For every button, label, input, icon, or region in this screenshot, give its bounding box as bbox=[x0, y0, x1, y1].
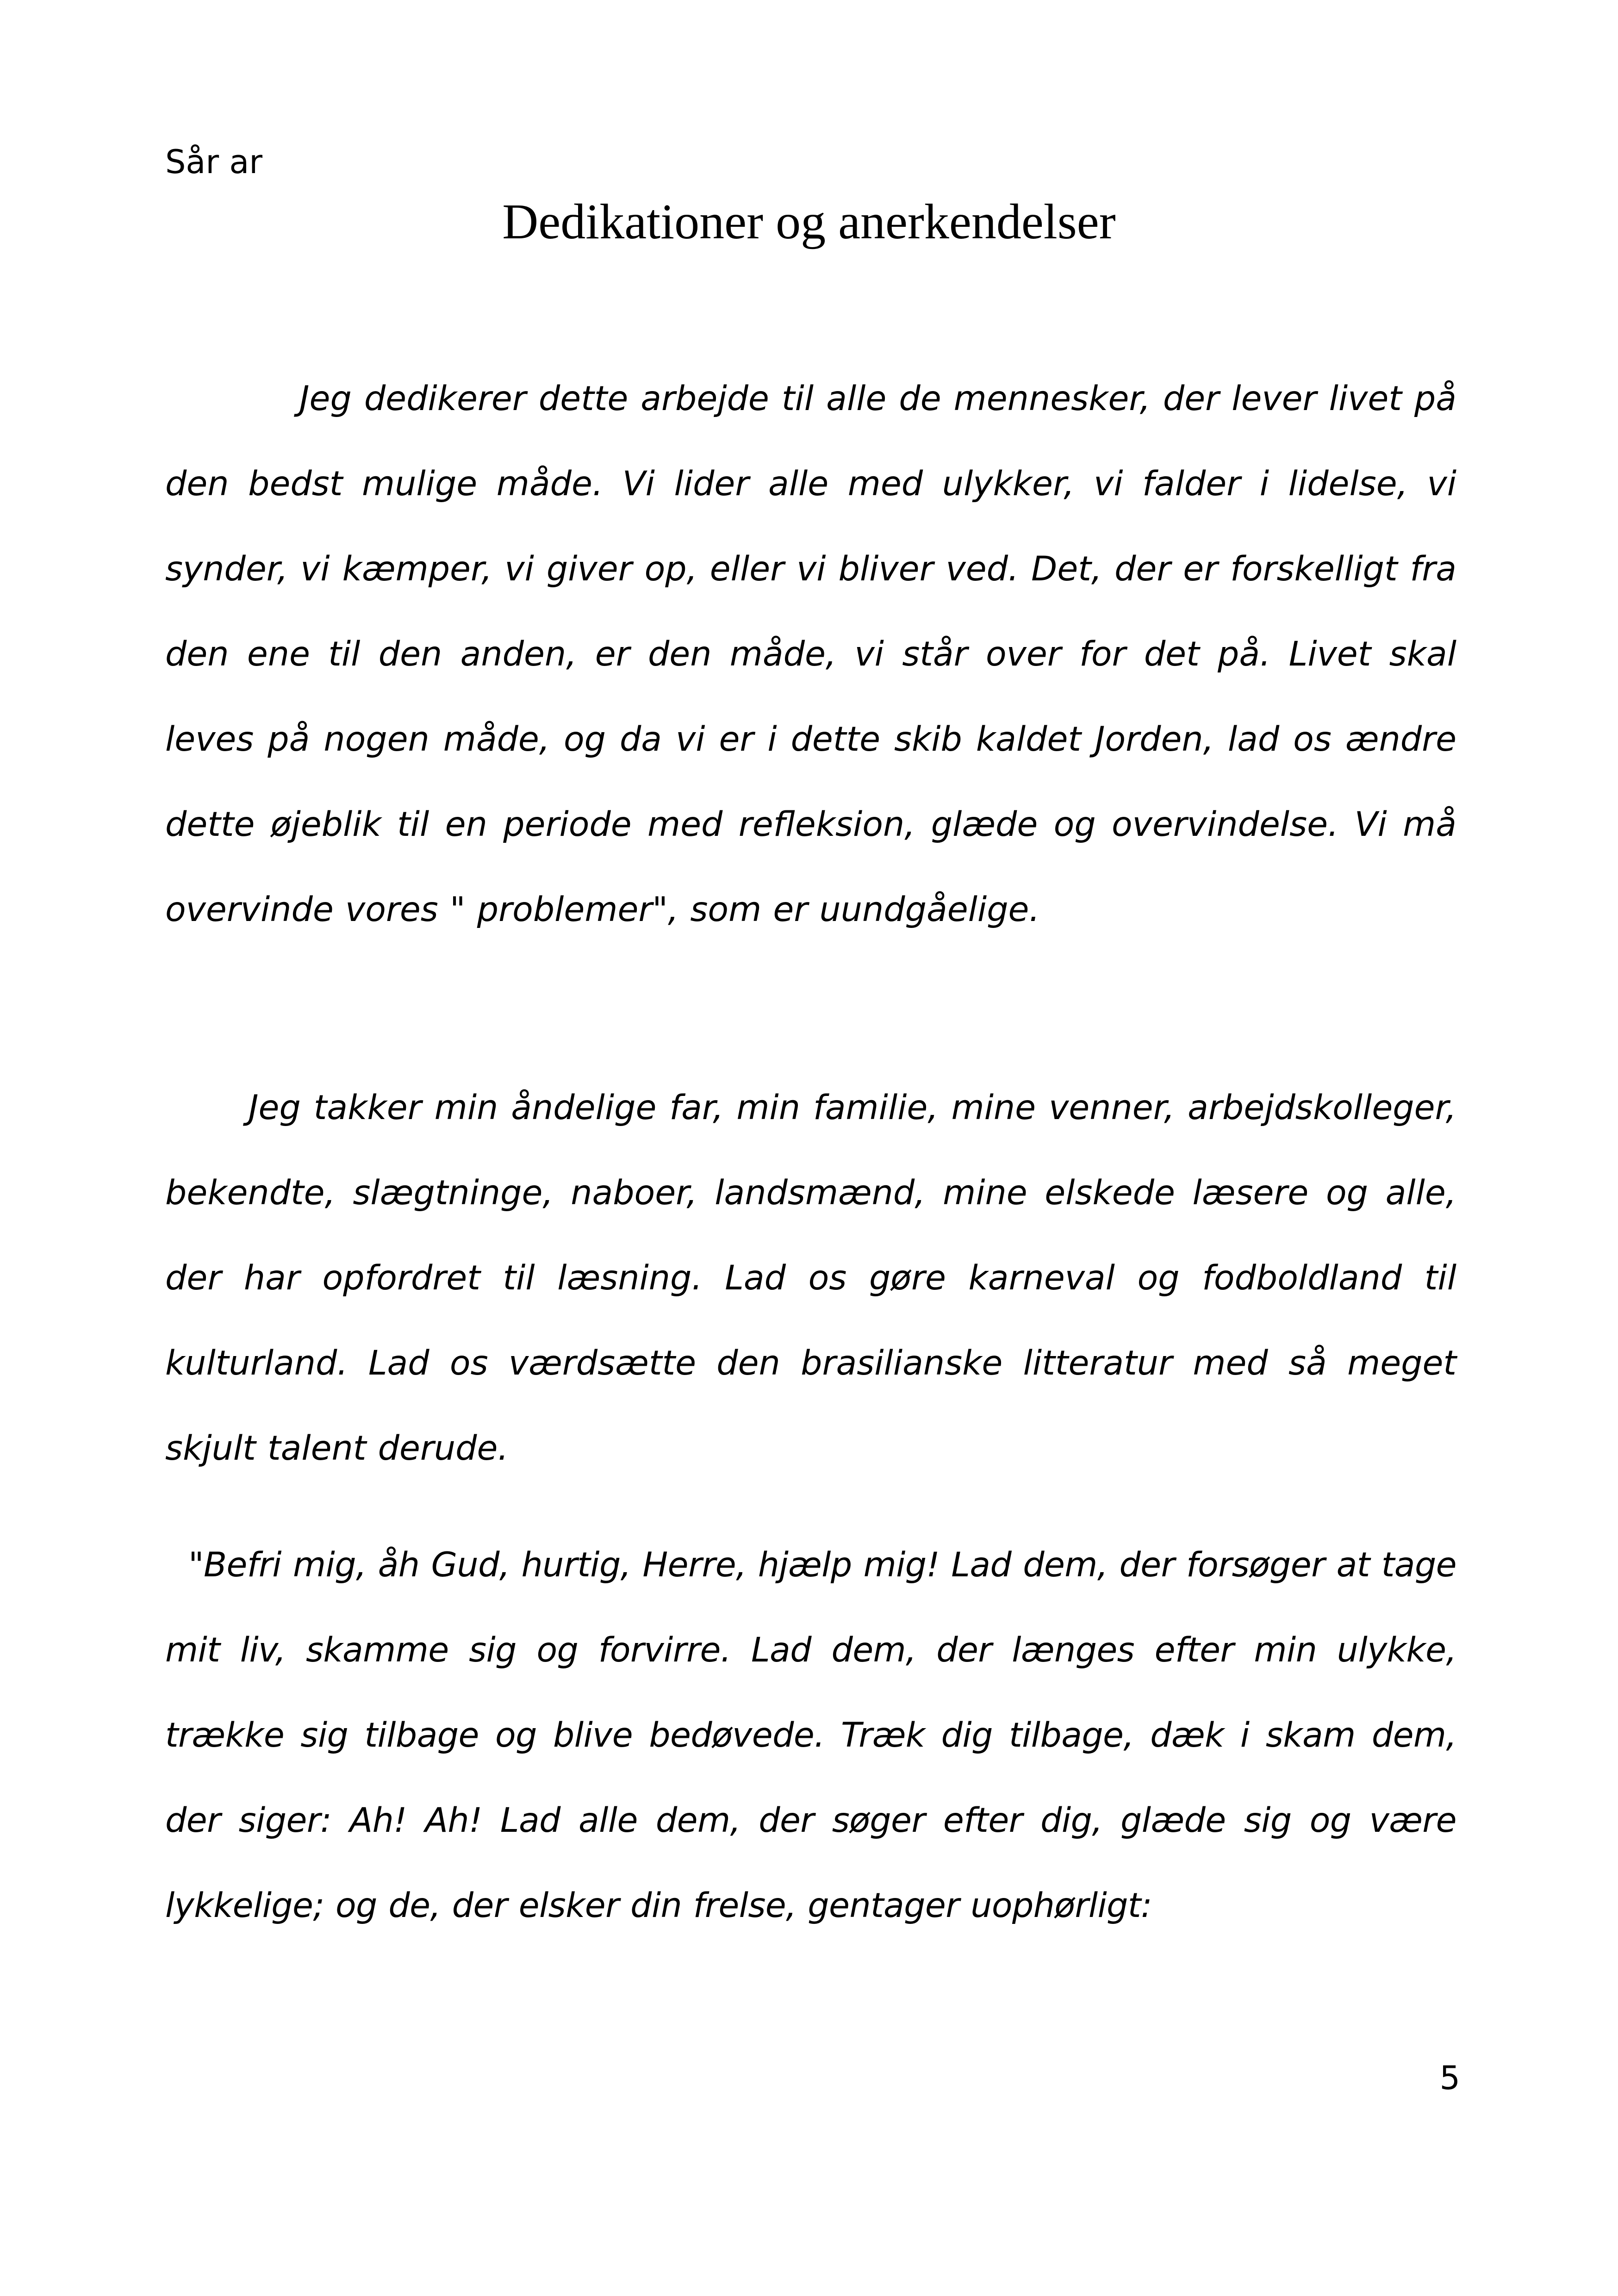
running-header: Sår ar bbox=[165, 143, 263, 181]
page-title: Dedikationer og anerkendelser bbox=[502, 194, 1116, 249]
acknowledgements-paragraph: Jeg takker min åndelige far, min familie, mine venner, arbejdskolleger, bekendte, slægtninge, naboer, landsmænd, mine elskede læsere og alle, der har opfordret til læsning. Lad os gøre karneval og fodboldland til kulturland. Lad os værdsætte den brasilianske litteratur med så meget skjult talent derude. bbox=[165, 1088, 1456, 1468]
page-number: 5 bbox=[1439, 2059, 1460, 2097]
dedication-paragraph: Jeg dedikerer dette arbejde til alle de mennesker, der lever livet på den bedst mulige måde. Vi lider alle med ulykker, vi falder i lidelse, vi synder, vi kæmper, vi giver op, eller vi bliver ved. Det, der er forskelligt fra den ene til den anden, er den måde, vi står over for det på. Livet skal leves på nogen måde, og da vi er i dette skib kaldet Jorden, lad os ændre dette øjeblik til en periode med refleksion, glæde og overvindelse. Vi må overvinde vores " problemer", som er uundgåelige. bbox=[165, 379, 1456, 929]
scripture-quote-paragraph: "Befri mig, åh Gud, hurtig, Herre, hjælp mig! Lad dem, der forsøger at tage mit liv, skamme sig og forvirre. Lad dem, der længes efter min ulykke, trække sig tilbage og blive bedøvede. Træk dig tilbage, dæk i skam dem, der siger: Ah! Ah! Lad alle dem, der søger efter dig, glæde sig og være lykkelige; og de, der elsker din frelse, gentager uophørligt: bbox=[165, 1545, 1456, 1925]
